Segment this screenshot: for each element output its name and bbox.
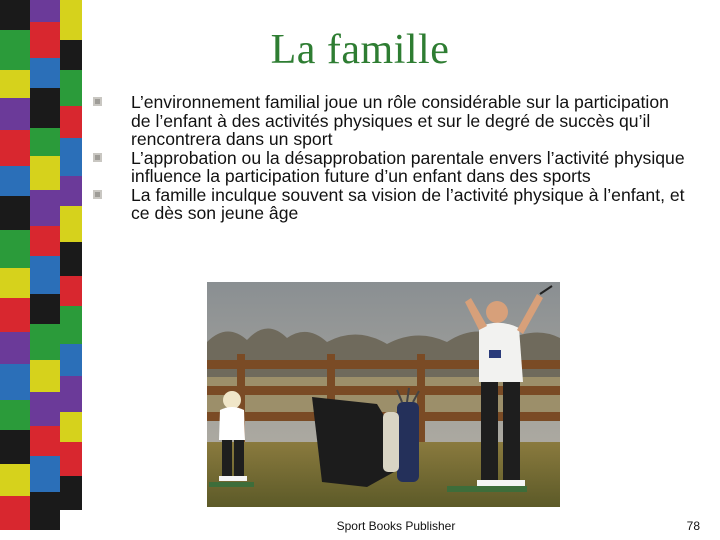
bullet-item xyxy=(90,149,690,186)
bullet-item xyxy=(90,93,690,149)
bullet-list xyxy=(90,93,690,223)
slide-title: La famille xyxy=(270,27,450,73)
bullet-text: L’approbation ou la désapprobation parentale envers l’activité physique influence la participation future d’un enfant dans des sports xyxy=(131,147,685,186)
stripe-column-right xyxy=(60,0,82,540)
square-bullet-icon xyxy=(93,153,102,162)
bullet-text: La famille inculque souvent sa vision de l’activité physique à l’enfant, et ce dès son jeune âge xyxy=(131,184,685,223)
stripe-column-left xyxy=(0,0,30,540)
bullet-text: L’environnement familial joue un rôle considérable sur la participation de l’enfant à des activités physiques et sur le degré de succès qu’il rencontrera dans un sport xyxy=(131,92,669,149)
decorative-stripe xyxy=(0,0,82,540)
bullet-item xyxy=(90,186,690,223)
publisher-footer: Sport Books Publisher xyxy=(336,519,456,533)
stripe-column-middle xyxy=(30,0,60,540)
page-number: 78 xyxy=(686,519,700,533)
family-golf-photo xyxy=(207,282,560,507)
square-bullet-icon xyxy=(93,97,102,106)
golf-scene-illustration xyxy=(207,282,560,507)
square-bullet-icon xyxy=(93,190,102,199)
